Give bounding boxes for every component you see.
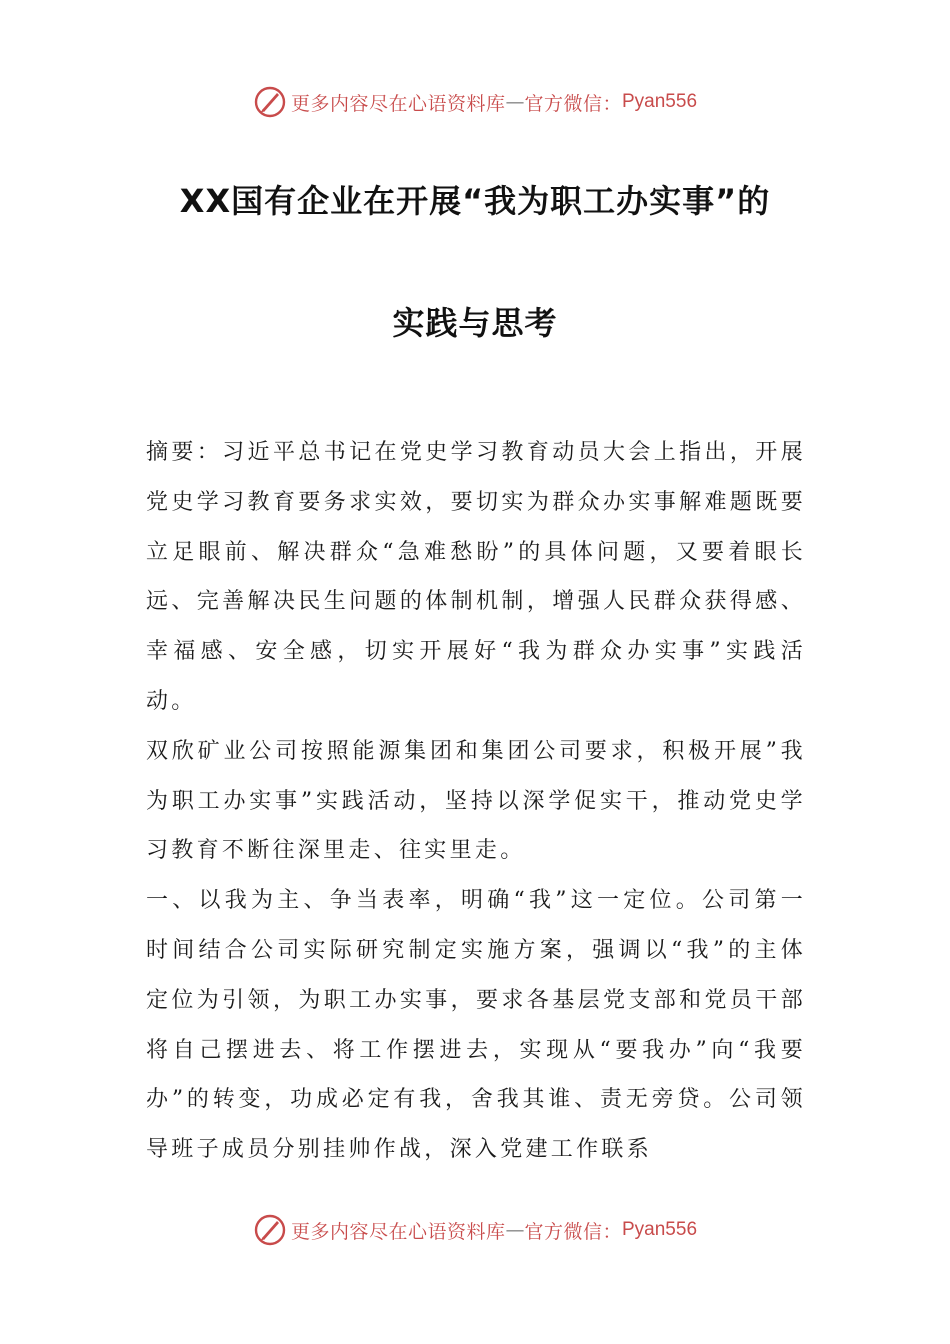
- watermark-official-label: 官方微信：: [524, 1220, 622, 1243]
- watermark-handle: Pyan556: [622, 91, 698, 112]
- watermark-separator: —: [505, 1219, 525, 1241]
- watermark-official-label: 官方微信：: [524, 92, 622, 115]
- document-body: [146, 428, 806, 1175]
- paragraph-abstract: 摘要：习近平总书记在党史学习教育动员大会上指出，开展党史学习教育要务求实效，要切实为群众办实事解难题既要立足眼前、解决群众“急难愁盼”的具体问题，又要着眼长远、完善解决民生问题的体制机制，增强人民群众获得感、幸福感、安全感，切实开展好“我为群众办实事”实践活动。: [146, 440, 806, 714]
- paragraph-intro: 双欣矿业公司按照能源集团和集团公司要求，积极开展”我为职工办实事”实践活动，坚持以深学促实干，推动党史学习教育不断往深里走、往实里走。: [146, 738, 806, 864]
- header-watermark: [0, 82, 950, 122]
- watermark-separator: —: [505, 91, 525, 113]
- quill-pen-circle-icon: [253, 85, 287, 119]
- paragraph-section-one: 一、以我为主、争当表率，明确“我”这一定位。公司第一时间结合公司实际研究制定实施方案，强调以“我”的主体定位为引领，为职工办实事，要求各基层党支部和党员干部将自己摆进去、将工作摆进去，实现从“要我办”向“我要办”的转变，功成必定有我，舍我其谁、责无旁贷。公司领导班子成员分别挂帅作战，深入党建工作联系: [146, 888, 806, 1163]
- watermark-handle: Pyan556: [622, 1219, 698, 1240]
- footer-watermark: [0, 1210, 950, 1250]
- watermark-brand-text: 更多内容尽在心语资料库: [290, 1220, 506, 1243]
- watermark-brand-text: 更多内容尽在心语资料库: [290, 92, 506, 115]
- quill-pen-circle-icon: [253, 1213, 287, 1247]
- document-title-line-1: XX国有企业在开展“我为职工办实事”的: [179, 182, 771, 220]
- document-title-line-2: 实践与思考: [392, 304, 558, 342]
